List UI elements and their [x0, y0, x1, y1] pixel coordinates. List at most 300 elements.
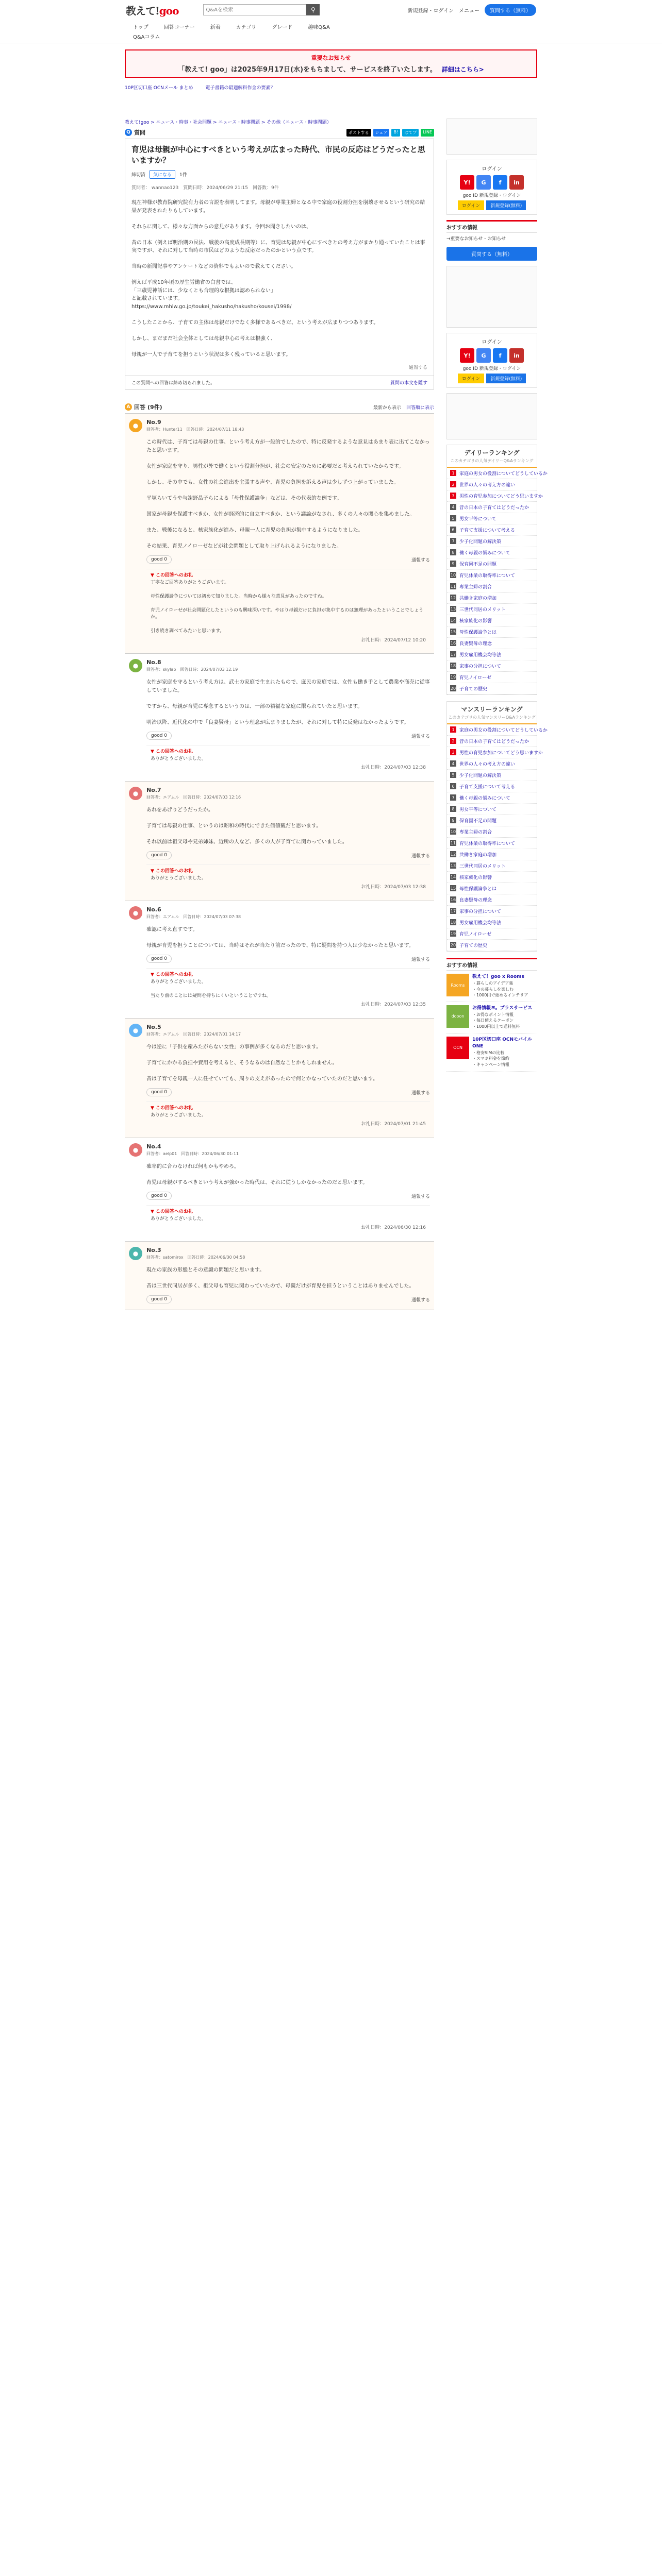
- ranking-item[interactable]: [447, 928, 537, 940]
- rank-number: 5: [450, 772, 456, 778]
- ranking-link[interactable]: 母性保護論争とは: [459, 630, 497, 635]
- comment-list: [146, 1205, 430, 1235]
- comment-body: ありがとうございました。 当たり前のことには疑問を持ちにくいということですね。: [151, 979, 272, 998]
- comment-item: [146, 1101, 430, 1131]
- rank-number: 13: [450, 606, 456, 612]
- good-button[interactable]: good 0: [146, 851, 172, 859]
- google-login-icon[interactable]: G: [476, 175, 491, 190]
- rank-number: 3: [450, 749, 456, 755]
- ranking-link[interactable]: 子育て支援について考える: [459, 785, 515, 790]
- answer-meta: 回答者：エアムル 回答日時：2024/07/01 14:17: [146, 1031, 241, 1037]
- recommend-title: おすすめ情報: [446, 222, 537, 233]
- ranking-link[interactable]: 子育ての歴史: [459, 943, 488, 948]
- ranking-link[interactable]: 核家族化の影響: [459, 619, 492, 624]
- comment-item: [146, 745, 430, 775]
- share-facebook-button[interactable]: シェア: [373, 129, 390, 137]
- answer-meta: 回答者：エアムル 回答日時：2024/07/03 07:38: [146, 914, 241, 919]
- avatar[interactable]: ●: [129, 787, 142, 800]
- comment-body: ありがとうございました。: [151, 1216, 207, 1222]
- facebook-login-icon[interactable]: f: [493, 175, 507, 190]
- report-link[interactable]: 通報する: [411, 1297, 430, 1303]
- question-label: 質問: [134, 129, 145, 136]
- answer-number: No.4: [146, 1143, 161, 1150]
- recommend-box: [446, 220, 537, 261]
- osusume-text: [472, 1005, 532, 1030]
- login-note: goo ID 新規登録・ログイン: [462, 193, 521, 198]
- ranking-item[interactable]: [447, 804, 537, 815]
- ranking-item[interactable]: [447, 604, 537, 615]
- nav-new[interactable]: 新着: [210, 25, 221, 30]
- comment-list: [146, 1101, 430, 1131]
- avatar[interactable]: ●: [129, 419, 142, 432]
- sidebar: [446, 118, 548, 1310]
- ranking-link[interactable]: 保育園不足の問題: [459, 562, 497, 567]
- comment-item: [146, 569, 430, 647]
- osusume-desc: ・暮らしのアイデア集 ・今の暮らしを楽しむ ・1000円で始めるインテリア: [472, 981, 528, 998]
- ranking-item[interactable]: [447, 838, 537, 849]
- share-hatena-icon[interactable]: B!: [391, 129, 400, 137]
- nav-category[interactable]: カテゴリ: [236, 25, 257, 30]
- recommend-link[interactable]: →重要なお知らせ・お知らせ: [446, 236, 506, 242]
- ranking-link[interactable]: 男女平等について: [459, 517, 496, 522]
- ranking-link[interactable]: 育児ノイローゼ: [459, 675, 492, 681]
- answer-item: [125, 1138, 434, 1242]
- ranking-item[interactable]: [447, 490, 543, 502]
- comment-item: [146, 865, 430, 894]
- sort-order[interactable]: 回答順に表示: [406, 405, 434, 411]
- answer-author-block: [146, 659, 238, 672]
- ranking-link[interactable]: 良妻賢母の理念: [459, 641, 492, 647]
- rank-number: 11: [450, 584, 456, 589]
- daily-ranking-title: デイリーランキング: [464, 449, 520, 456]
- ranking-item[interactable]: [447, 649, 537, 660]
- answer-actions: [129, 732, 430, 740]
- ranking-link[interactable]: 家庭の男女の役割についてどうしているか: [459, 471, 548, 477]
- search-icon[interactable]: ⚲: [306, 4, 320, 15]
- rank-number: 9: [450, 561, 456, 567]
- ranking-link[interactable]: 育児休業の取得率について: [459, 841, 515, 846]
- good-button[interactable]: good 0: [146, 555, 172, 564]
- report-link[interactable]: 通報する: [411, 734, 430, 739]
- ranking-link[interactable]: 少子化問題の解決策: [459, 773, 502, 778]
- rank-number: 8: [450, 806, 456, 812]
- ranking-link[interactable]: 昔の日本の子育てはどうだったか: [459, 505, 529, 511]
- login-button[interactable]: ログイン: [458, 200, 485, 210]
- ranking-item[interactable]: [447, 581, 537, 592]
- answer-list: [125, 414, 434, 1310]
- login-link[interactable]: 新規登録・ログイン: [407, 8, 454, 14]
- rank-number: 19: [450, 674, 456, 680]
- answer-header: [129, 1247, 430, 1260]
- mail-login-icon-2[interactable]: in: [509, 348, 524, 363]
- main-column: [125, 118, 434, 1310]
- answer-header: [129, 787, 430, 800]
- osusume-title-link[interactable]: 教えて！goo x Rooms: [472, 974, 524, 979]
- answers-count: (9件): [147, 404, 162, 411]
- watch-count: 1件: [179, 173, 187, 178]
- watch-button[interactable]: 気になる: [150, 170, 175, 179]
- answer-actions: [129, 851, 430, 859]
- rank-number: 9: [450, 817, 456, 823]
- report-link[interactable]: 通報する: [411, 1194, 430, 1199]
- comment-head[interactable]: ▼ この回答へのお礼: [151, 1209, 193, 1214]
- ranking-item[interactable]: [447, 872, 537, 883]
- answer-actions: [129, 955, 430, 963]
- ranking-item[interactable]: [447, 792, 537, 804]
- osusume-text: [472, 974, 528, 998]
- answer-text: あれをあげりどうだったか。 子育ては母親の仕事、というのは昭和の時代にできた価値観だと思います。 それ以前は祖父母や兄弟姉妹、近所の人など、多くの人が子育てに関わっていました。: [146, 807, 347, 845]
- yahoo-login-icon[interactable]: Y!: [460, 175, 474, 190]
- osusume-title-link[interactable]: 10P区切口座 OCNモバイル ONE: [472, 1037, 533, 1049]
- good-button[interactable]: good 0: [146, 1088, 172, 1096]
- rank-number: 12: [450, 852, 456, 857]
- ranking-link[interactable]: 家事の分担について: [459, 664, 501, 669]
- ranking-link[interactable]: 男性の育児参加についてどう思いますか: [459, 751, 543, 756]
- nav-grade[interactable]: グレード: [272, 25, 293, 30]
- notice-detail-link[interactable]: 詳細はこちら>: [441, 66, 484, 73]
- comment-body: 丁寧なご回答ありがとうございます。 母性保護論争については初めて知りました。当時から様々な意見があったのですね。 育児ノイローゼが社会問題化したというのも興味深いです。やはり母親だけに負担が集中するのは無理があったということでしょうか。 引き続き調べてみたいと思います。: [151, 580, 424, 634]
- comment-date: お礼日時：2024/07/03 12:35: [361, 1002, 426, 1007]
- ranking-item[interactable]: [447, 724, 548, 736]
- rank-number: 17: [450, 652, 456, 657]
- share-line-button[interactable]: LINE: [421, 129, 434, 137]
- comment-date: お礼日時：2024/06/30 12:16: [361, 1225, 426, 1230]
- ad-slot-3: [446, 393, 537, 439]
- monthly-ranking-title: マンスリーランキング: [461, 706, 523, 713]
- ranking-link[interactable]: 共働き家庭の増加: [459, 596, 497, 601]
- avatar[interactable]: ●: [129, 659, 142, 672]
- osusume-item[interactable]: [446, 971, 537, 1002]
- answer-author-block: [146, 1247, 245, 1260]
- ad-slot: [446, 118, 537, 155]
- monthly-ranking-sub: このカテゴリの人気マンスリーQ&Aランキング: [447, 715, 537, 724]
- osusume-item[interactable]: [446, 1033, 537, 1072]
- site-logo[interactable]: 教えて!goo: [126, 4, 179, 17]
- comment-body: ありがとうございました。: [151, 756, 207, 761]
- rank-number: 2: [450, 738, 456, 744]
- ranking-link[interactable]: 男女雇用機会均等法: [459, 921, 502, 926]
- ranking-item[interactable]: [447, 940, 537, 951]
- avatar[interactable]: ●: [129, 1143, 142, 1157]
- login-note-2: goo ID 新規登録・ログイン: [462, 366, 521, 371]
- ranking-item[interactable]: [447, 683, 537, 694]
- ranking-item[interactable]: [447, 770, 537, 781]
- answer-meta: 回答者：satomirox 回答日時：2024/06/30 04:58: [146, 1255, 245, 1260]
- nav-answer-corner[interactable]: 回答コーナー: [163, 25, 195, 30]
- ranking-link[interactable]: 共働き家庭の増加: [459, 853, 497, 858]
- rank-number: 11: [450, 840, 456, 845]
- rank-number: 7: [450, 794, 456, 801]
- answer-number: No.5: [146, 1023, 161, 1030]
- answer-author-block: [146, 419, 244, 432]
- rank-number: 16: [450, 897, 456, 902]
- answer-actions: [129, 555, 430, 564]
- important-notice: [125, 49, 537, 78]
- answer-number: No.9: [146, 419, 161, 426]
- ranking-item[interactable]: [447, 468, 548, 479]
- daily-ranking: [446, 445, 548, 695]
- osusume-desc: ・格安SIMの比較 ・スマホ料金を節約 ・キャンペーン情報: [472, 1050, 509, 1067]
- nav-column[interactable]: Q&Aコラム: [133, 35, 160, 40]
- rank-number: 13: [450, 863, 456, 868]
- monthly-ranking: [446, 701, 548, 952]
- question-title: 育児は母親が中心にすべきという考えが広まった時代、市民の反応はどうだったと思いますか？: [131, 145, 425, 165]
- promo-link-1[interactable]: 10P区切口座 OCNメール まとめ: [125, 86, 193, 91]
- ranking-item[interactable]: [447, 592, 537, 604]
- osusume-title: おすすめ情報: [446, 959, 537, 971]
- ranking-link[interactable]: 保育園不足の問題: [459, 819, 497, 824]
- ranking-item[interactable]: [447, 479, 537, 490]
- comment-list: [146, 865, 430, 894]
- rank-number: 4: [450, 760, 456, 767]
- report-link[interactable]: 通報する: [408, 365, 427, 370]
- ranking-item[interactable]: [447, 883, 537, 894]
- ranking-link[interactable]: 男女平等について: [459, 807, 496, 812]
- ranking-item[interactable]: [447, 615, 537, 626]
- report-link[interactable]: 通報する: [411, 557, 430, 563]
- comment-head[interactable]: ▼ この回答へのお礼: [151, 869, 193, 874]
- comment-list: [146, 569, 430, 647]
- answer-number: No.6: [146, 906, 161, 913]
- facebook-login-icon-2[interactable]: f: [493, 348, 507, 363]
- comment-item: [146, 1205, 430, 1235]
- ranking-item[interactable]: [447, 849, 537, 860]
- rank-number: 3: [450, 493, 456, 499]
- ranking-link[interactable]: 世界の人々の考え方の違い: [459, 762, 516, 767]
- question-info: 質問者： wannao123 質問日時：2024/06/29 21:15 回答数：9件: [131, 185, 279, 191]
- report-link[interactable]: 通報する: [411, 957, 430, 962]
- login-title-2: ログイン: [482, 340, 502, 345]
- rank-number: 1: [450, 470, 456, 476]
- ranking-item[interactable]: [447, 570, 537, 581]
- rank-number: 18: [450, 663, 456, 668]
- ranking-item[interactable]: [447, 736, 537, 747]
- yahoo-login-icon-2[interactable]: Y!: [460, 348, 474, 363]
- rank-number: 15: [450, 629, 456, 634]
- menu-link[interactable]: メニュー: [459, 8, 479, 14]
- answer-meta: 回答者：Hunter11 回答日時：2024/07/11 18:43: [146, 427, 244, 432]
- osusume-title-link[interactable]: お得情報ヨ。プラスサービス: [472, 1005, 533, 1011]
- rank-number: 4: [450, 504, 456, 510]
- rank-number: 16: [450, 640, 456, 646]
- rank-number: 20: [450, 942, 456, 947]
- register-button[interactable]: 新規登録(無料): [486, 200, 526, 210]
- share-hatena-button[interactable]: はてブ: [402, 129, 419, 137]
- avatar[interactable]: ●: [129, 906, 142, 920]
- answer-header: [129, 419, 430, 432]
- ranking-item[interactable]: [447, 638, 537, 649]
- question-box: [125, 139, 434, 376]
- good-button[interactable]: good 0: [146, 955, 172, 963]
- register-button-2[interactable]: 新規登録(無料): [486, 374, 526, 383]
- answer-icon: A: [125, 403, 132, 411]
- comment-list: [146, 968, 430, 1012]
- hide-body-link[interactable]: 質問の本文を隠す: [390, 381, 427, 386]
- breadcrumb[interactable]: 教えて!goo > ニュース・時事・社会問題 > ニュース・時事問題 > その他（ニュース・時事問題）: [125, 120, 332, 125]
- rank-number: 15: [450, 886, 456, 891]
- global-nav: [125, 20, 537, 32]
- nav-top[interactable]: トップ: [133, 25, 148, 30]
- answer-header: [129, 1024, 430, 1037]
- osusume-item[interactable]: [446, 1002, 537, 1033]
- ranking-link[interactable]: 子育て支援について考える: [459, 528, 515, 533]
- answer-item: [125, 1019, 434, 1138]
- sidebar-ask-button[interactable]: 質問する（無料）: [446, 247, 537, 261]
- comment-body: ありがとうございました。: [151, 875, 207, 881]
- login-button-2[interactable]: ログイン: [458, 374, 485, 383]
- notice-title: 重要なお知らせ: [311, 55, 351, 61]
- comment-date: お礼日時：2024/07/03 12:38: [361, 765, 426, 770]
- ranking-link[interactable]: 三世代同居のメリット: [459, 607, 506, 613]
- rank-number: 17: [450, 908, 456, 913]
- rank-number: 19: [450, 931, 456, 936]
- ranking-link[interactable]: 三世代同居のメリット: [459, 864, 506, 869]
- closed-note: この質問への回答は締め切られました。: [131, 381, 216, 386]
- answers-label: 回答: [134, 404, 145, 411]
- promo-link-2[interactable]: 電子書籍の最適解料作金の要素？: [205, 86, 275, 91]
- osusume-text: [472, 1037, 537, 1068]
- share-x-button[interactable]: ポストする: [346, 129, 371, 137]
- rank-number: 1: [450, 726, 456, 733]
- status-badge: 締切済: [131, 173, 146, 178]
- ranking-link[interactable]: 家庭の男女の役割についてどうしているか: [459, 728, 548, 733]
- ranking-link[interactable]: 少子化問題の解決策: [459, 539, 502, 545]
- comment-head[interactable]: ▼ この回答へのお礼: [151, 1106, 193, 1111]
- ranking-link[interactable]: 育児ノイローゼ: [459, 932, 492, 937]
- ranking-link[interactable]: 母性保護論争とは: [459, 887, 497, 892]
- ranking-item[interactable]: [447, 747, 543, 758]
- ranking-item[interactable]: [447, 815, 537, 826]
- report-link[interactable]: 通報する: [411, 1090, 430, 1096]
- ranking-item[interactable]: [447, 513, 537, 524]
- rank-number: 8: [450, 549, 456, 555]
- report-link[interactable]: 通報する: [411, 853, 430, 859]
- ranking-item[interactable]: [447, 626, 537, 638]
- comment-head[interactable]: ▼ この回答へのお礼: [151, 573, 193, 578]
- login-box-2: [446, 333, 537, 388]
- answer-text: 確認に考え直すです。 母親が育児を担うことについては、当時はそれが当たり前だったので、特に疑問を持つ人は少なかったと思います。: [146, 926, 414, 948]
- ranking-item[interactable]: [447, 826, 537, 838]
- ranking-item[interactable]: [447, 558, 537, 570]
- rank-number: 12: [450, 595, 456, 600]
- ranking-link[interactable]: 男女雇用機会均等法: [459, 653, 502, 658]
- answer-header: [129, 906, 430, 920]
- nav-hobby[interactable]: 趣味Q&A: [308, 25, 330, 30]
- osusume-image[interactable]: Rooms: [446, 974, 469, 996]
- ranking-link[interactable]: 専業主婦の割合: [459, 585, 492, 590]
- answer-author-block: [146, 1143, 239, 1157]
- comment-date: お礼日時：2024/07/01 21:45: [361, 1122, 426, 1127]
- daily-ranking-sub: このカテゴリの人気デイリーQ&Aランキング: [447, 458, 537, 468]
- ranking-item[interactable]: [447, 536, 537, 547]
- comment-list: [146, 745, 430, 775]
- osusume-image[interactable]: dooon: [446, 1005, 469, 1028]
- ranking-item[interactable]: [447, 502, 537, 513]
- ranking-link[interactable]: 専業主婦の割合: [459, 830, 492, 835]
- answer-text: 女性が家庭を守るという考え方は、武士の家庭で生まれたもので、庶民の家庭では、女性も働き手として農業や商売に従事していました。 ですから、母親が育児に専念するというのは、一部の裕福な家庭に限られていたと思います。 明治以降、近代化の中で「良妻賢母」という理念が広まりましたが、それに対して特に反発はなかったようです。: [146, 680, 430, 725]
- ranking-item[interactable]: [447, 758, 537, 770]
- ranking-link[interactable]: 核家族化の影響: [459, 875, 492, 880]
- osusume-box: [446, 958, 537, 1072]
- answer-author-block: [146, 1024, 241, 1037]
- rank-number: 10: [450, 829, 456, 834]
- rank-number: 5: [450, 515, 456, 521]
- ask-question-button[interactable]: 質問する（無料）: [485, 4, 536, 16]
- answer-meta: 回答者：エアムル 回答日時：2024/07/03 12:16: [146, 794, 241, 800]
- comment-item: [146, 968, 430, 1012]
- notice-body: 「教えて! goo」は2025年9月17日(水)をもちまして、サービスを終了いたします。 詳細はこちら>: [178, 66, 484, 74]
- site-header: [0, 0, 662, 43]
- answer-text: 確率的に合わなければ何もかもやめろ。 育児は母親がするべきという考えが強かった時代は、それに従うしかなかったのだと思います。: [146, 1163, 368, 1185]
- answer-actions: [129, 1088, 430, 1096]
- avatar[interactable]: ●: [129, 1024, 142, 1037]
- avatar[interactable]: ●: [129, 1247, 142, 1260]
- search-box: [203, 4, 320, 15]
- ranking-link[interactable]: 家事の分担について: [459, 909, 501, 914]
- good-button[interactable]: good 0: [146, 732, 172, 740]
- login-box: [446, 160, 537, 215]
- ranking-item[interactable]: [447, 894, 537, 906]
- answer-text: 現在の家族の形態とその意識の問題だと思います。 昔は三世代同居が多く、祖父母も育児に関わっていたので、母親だけが育児を担うということはありませんでした。: [146, 1267, 415, 1289]
- good-button[interactable]: good 0: [146, 1192, 172, 1200]
- ranking-link[interactable]: 育児休業の取得率について: [459, 573, 515, 579]
- ranking-link[interactable]: 子育ての歴史: [459, 687, 488, 692]
- answer-actions: [129, 1192, 430, 1200]
- ad-slot-2: [446, 266, 537, 328]
- ranking-item[interactable]: [447, 906, 537, 917]
- comment-date: お礼日時：2024/07/12 10:20: [361, 637, 426, 643]
- answer-meta: 回答者：skylab 回答日時：2024/07/03 12:19: [146, 667, 238, 672]
- rank-number: 6: [450, 783, 456, 789]
- ranking-item[interactable]: [447, 524, 537, 536]
- comment-body: ありがとうございました。: [151, 1112, 207, 1118]
- answer-number: No.8: [146, 659, 161, 666]
- comment-head[interactable]: ▼ この回答へのお礼: [151, 749, 193, 754]
- ranking-link[interactable]: 男性の育児参加についてどう思いますか: [459, 494, 543, 499]
- answer-text: この時代は、子育ては母親の仕事、という考え方が一般的でしたので、特に反発するような意見はあまり表に出てこなかったと思います。 女性が家庭を守り、男性が外で働くという役割分担が、社会の安定のために必要だと考えられていたからです。 しかし、その中でも、女性の社会進出を主張する声や、育児の負担を訴える声は少しずつ上がっていました。 平塚らいてうや与謝野晶子らによる「母性保護論争」などは、その代表的な例です。 国家が母親を保護すべきか、女性が経済的に自立すべきか、という議論がなされ、多くの人々の関心を集めました。 また、戦後になると、核家族化が進み、母親一人に育児の負担が集中するようになりました。 その結果、育児ノイローゼなどが社会問題として取り上げられるようになりました。: [146, 439, 430, 549]
- ranking-link[interactable]: 働く母親の悩みについて: [459, 551, 510, 556]
- share-buttons: [346, 129, 434, 137]
- good-button[interactable]: good 0: [146, 1295, 172, 1303]
- ranking-item[interactable]: [447, 660, 537, 672]
- rank-number: 10: [450, 572, 456, 578]
- ranking-item[interactable]: [447, 781, 537, 792]
- search-input[interactable]: [203, 4, 306, 15]
- rank-number: 20: [450, 686, 456, 691]
- answer-item: [125, 901, 434, 1019]
- rank-number: 14: [450, 618, 456, 623]
- ranking-link[interactable]: 働く母親の悩みについて: [459, 796, 510, 801]
- osusume-image[interactable]: OCN: [446, 1037, 469, 1059]
- sort-newest[interactable]: 最新から表示: [373, 405, 401, 411]
- osusume-desc: ・お得なポイント情報 ・毎日使えるクーポン ・1000円以上で送料無料: [472, 1012, 520, 1029]
- comment-date: お礼日時：2024/07/03 12:38: [361, 885, 426, 890]
- rank-number: 6: [450, 527, 456, 533]
- ranking-item[interactable]: [447, 917, 537, 928]
- rank-number: 14: [450, 874, 456, 879]
- comment-head[interactable]: ▼ この回答へのお礼: [151, 972, 193, 977]
- ranking-link[interactable]: 世界の人々の考え方の違い: [459, 483, 516, 488]
- ranking-item[interactable]: [447, 547, 537, 558]
- answer-item: [125, 414, 434, 654]
- answer-header: [129, 1143, 430, 1157]
- ranking-link[interactable]: 良妻賢母の理念: [459, 898, 492, 903]
- ranking-link[interactable]: 昔の日本の子育てはどうだったか: [459, 739, 529, 744]
- ranking-item[interactable]: [447, 672, 537, 683]
- mail-login-icon[interactable]: in: [509, 175, 524, 190]
- google-login-icon-2[interactable]: G: [476, 348, 491, 363]
- ranking-item[interactable]: [447, 860, 537, 872]
